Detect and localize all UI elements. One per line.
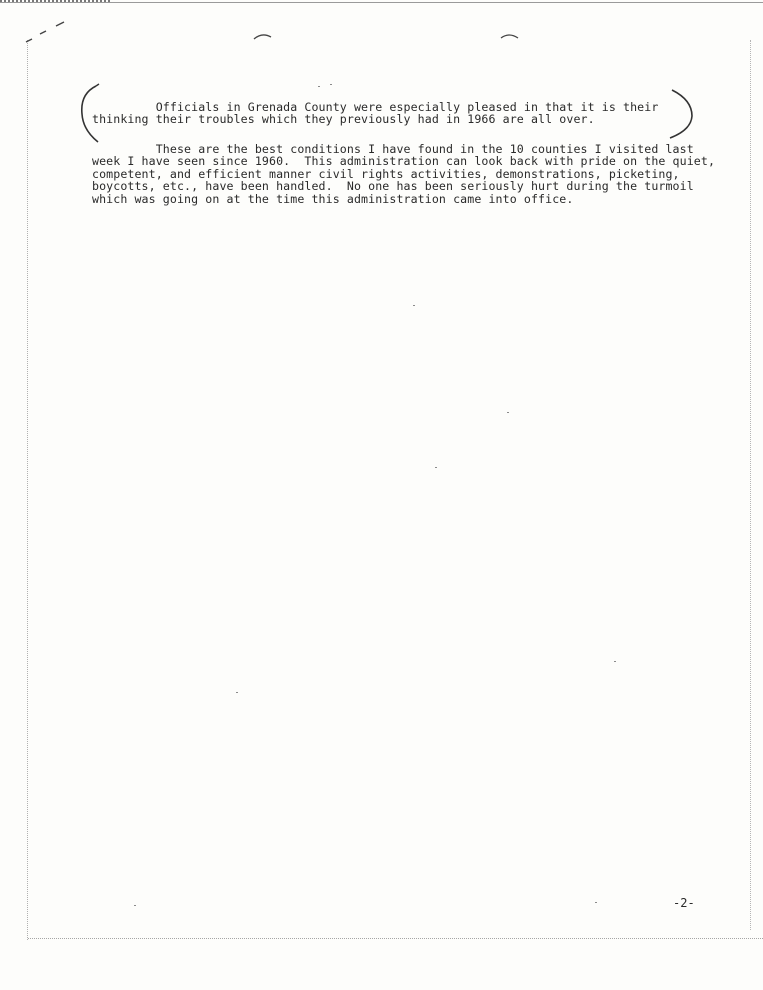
handwritten-close-bracket — [664, 86, 698, 142]
scan-bottom-rule — [28, 938, 763, 939]
paragraph-grenada-county: Officials in Grenada County were especially pleased in that it is their thinking their troubles which they previously had in 1966 are all over. — [92, 100, 659, 127]
scan-right-edge — [750, 40, 751, 930]
paragraph-best-conditions: These are the best conditions I have found in the 10 counties I visited last week I have seen since 1960. This administration can look back with pride on the quiet, competent, and efficient manner civil rights activities, demonstrations, picketing, boycotts, etc., have been handled. No one has been seriously hurt during the turmoil which was going on at the time this administration came into office. — [92, 142, 716, 206]
top-pencil-mark-left — [252, 30, 274, 42]
scan-left-edge — [27, 40, 28, 940]
top-pencil-mark-right — [499, 30, 521, 42]
corner-pencil-marks — [22, 18, 72, 48]
scan-top-rule — [0, 2, 763, 3]
page-number: -2- — [673, 896, 695, 910]
